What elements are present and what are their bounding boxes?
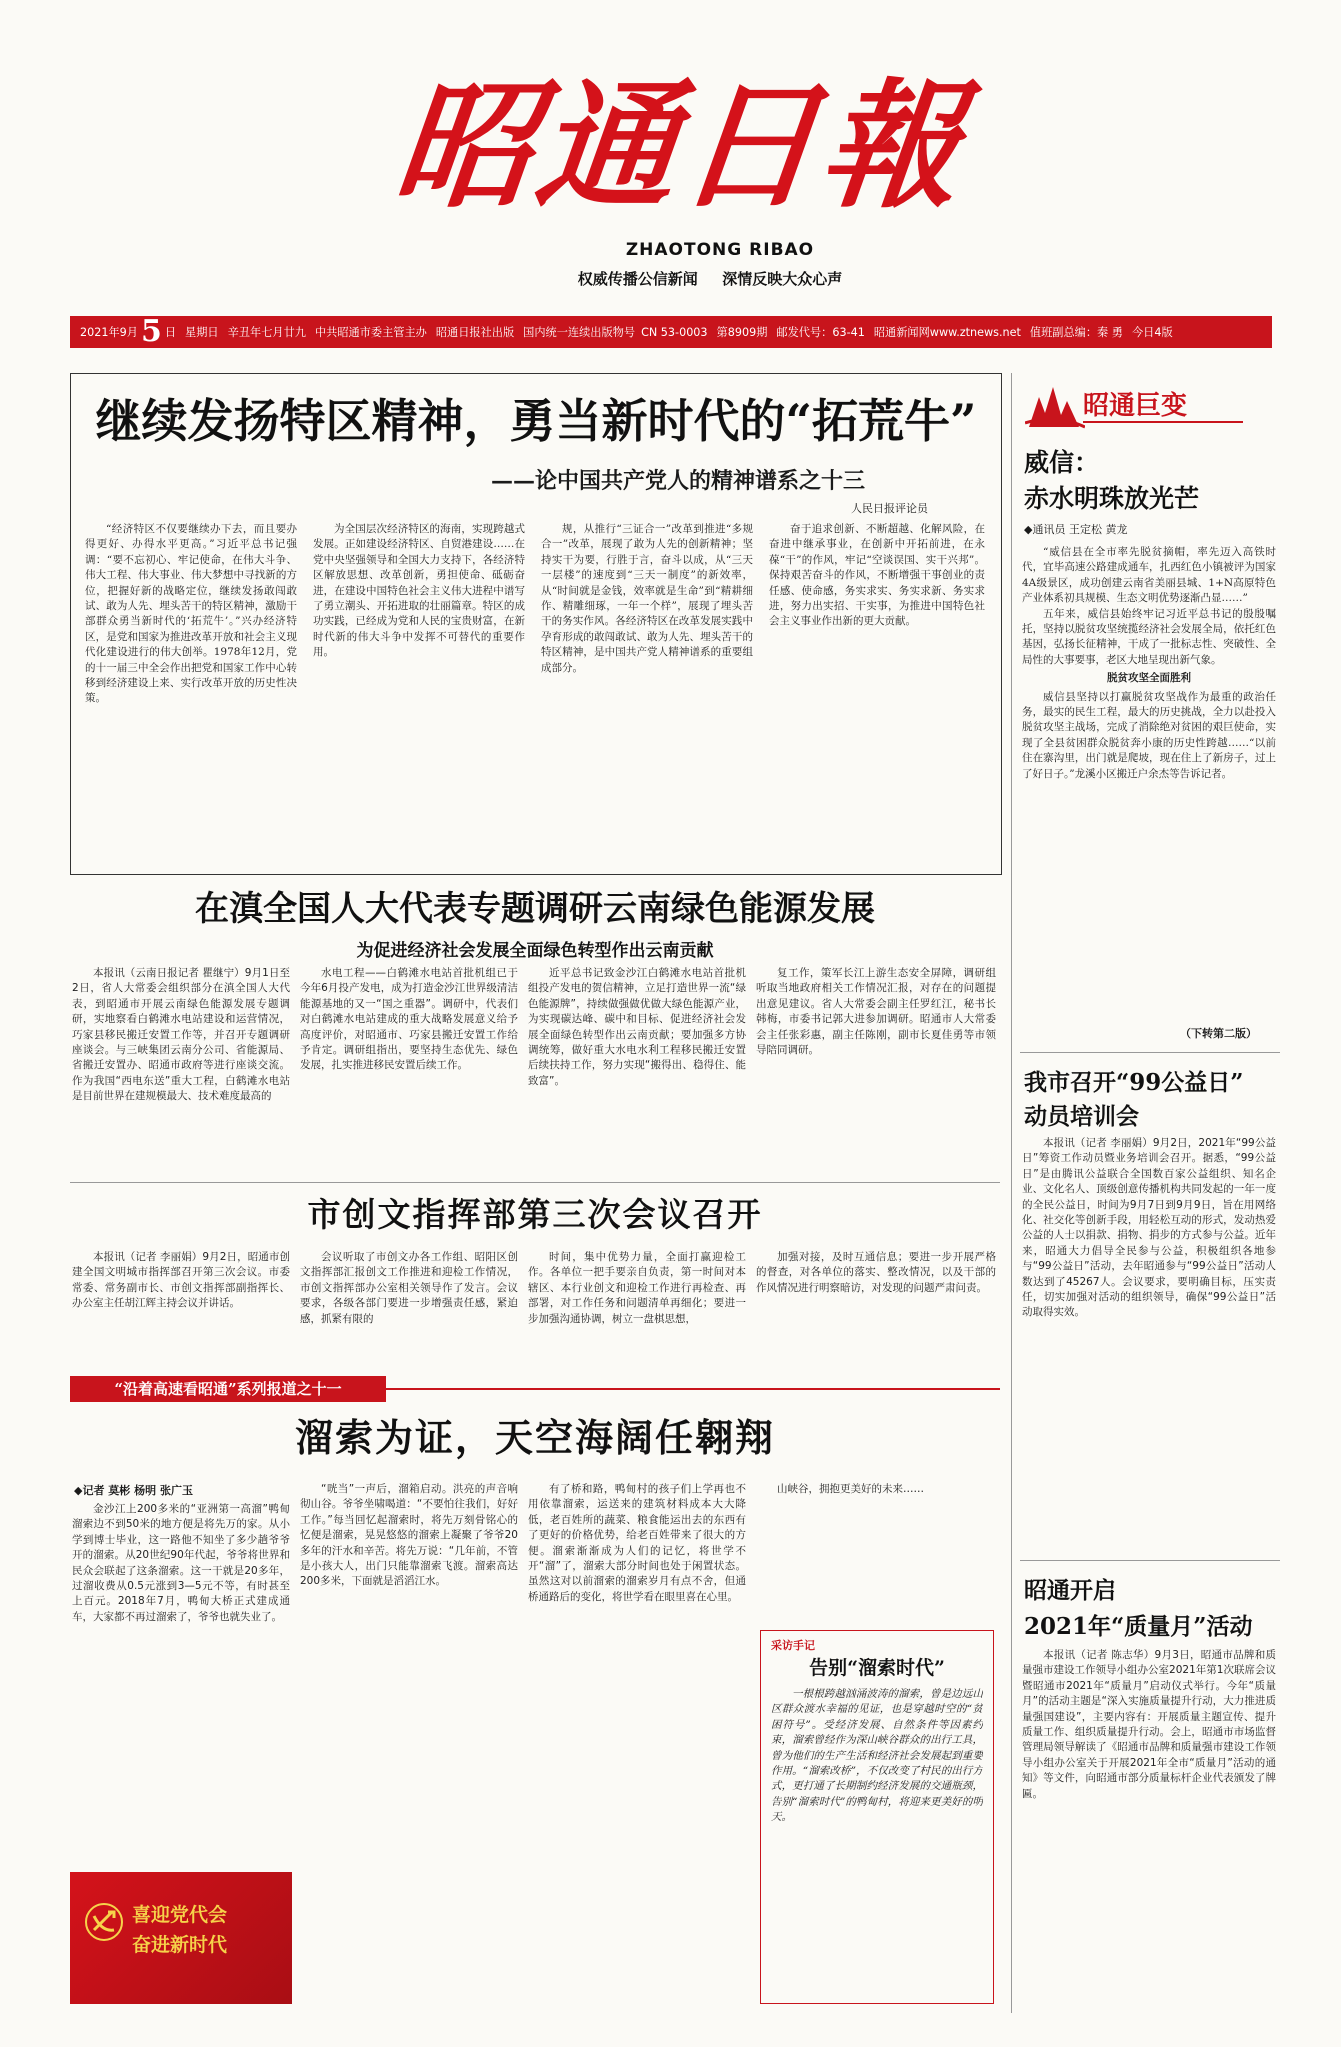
npc-title: 在滇全国人大代表专题调研云南绿色能源发展 <box>195 889 875 929</box>
npc-col-3: 近平总书记致金沙江白鹤滩水电站首批机组投产发电的贺信精神，立足打造世界一流“绿色能源牌”，持续做强做优做大绿色能源产业，为实现碳达峰、碳中和目标、促进经济社会发展全面绿色转型作出云南贡献；要加强多方协调统筹，做好重大水电水利工程移民搬迁安置后续扶持工作，努力实现“搬得出、稳得住、能致富”。 <box>528 967 746 1087</box>
dateline-issue: 第8909期 <box>716 326 768 339</box>
masthead-logo: 昭通日報 <box>387 64 973 227</box>
sidebar3-title-2: 2021年“质量月”活动 <box>1024 1613 1253 1640</box>
dateline-day-suffix: 日 <box>164 326 177 339</box>
dateline-publisher: 昭通日报社出版 <box>435 326 515 339</box>
series-col-3: 有了桥和路，鸭甸村的孩子们上学再也不用依靠溜索，运送来的建筑材料成本大大降低，老百姓所的蔬菜、粮食能运出去的东西有了更好的价格优势，给老百姓带来了很大的方便。溜索渐渐成为人们的记忆，将世学不开“溜”了，溜索大部分时间也处于闲置状态。虽然这对以前溜索的溜索岁月有点不舍，但通桥通路后的变化，将世学看在眼里喜在心里。 <box>528 1483 746 1603</box>
party-congress-ad <box>70 1872 292 2004</box>
lead-col-4: 奋于追求创新、不断超越、化解风险，在奋进中继承事业，在创新中开拓前进，在永葆“干”的作风，牢记“空谈误国、实干兴邦”。保持艰苦奋斗的作风，不断增强干事创业的责任感、使命感，务实求实、务实求新、务实求进，努力出实招、干实事，为推进中国特色社会主义事业作出新的更大贡献。 <box>769 523 985 628</box>
lead-byline: 人民日报评论员 <box>851 502 928 515</box>
sidebar1-subhead: 脱贫攻坚全面胜利 <box>1107 672 1191 685</box>
dateline-website: 昭通新闻网www.ztnews.net <box>873 326 1021 339</box>
sidebar1-title-1: 威信： <box>1024 448 1100 477</box>
sidebar-weixin <box>1020 373 1280 1043</box>
chuangwen-col-3: 时间，集中优势力量，全面打赢迎检工作。各单位一把手要亲自负责，第一时间对本辖区、本行业创文和迎检工作进行再检查、再部署，对工作任务和问题清单再细化；要进一步加强沟通协调，树立一盘棋思想， <box>528 1251 746 1325</box>
dateline-weekday: 星期日 <box>185 326 219 339</box>
chuangwen-col-4: 加强对接，及时互通信息；要进一步开展严格的督查，对各单位的落实、整改情况，以及干部的作风情况进行明察暗访，对发现的问题严肃问责。 <box>756 1251 996 1294</box>
column-tag-label: 昭通巨变 <box>1083 391 1188 421</box>
dateline-cn-number: 国内统一连续出版物号 <box>523 326 636 339</box>
party-emblem-icon <box>84 1902 124 1942</box>
npc-col-4: 复工作，策军长江上游生态安全屏障，调研组听取当地政府相关工作情况汇报，对存在的问题提出意见建议。省人大常委会副主任罗红江，秘书长韩梅，市委书记郭大进参加调研。昭通市人大常委会主任张彩惠，副主任陈刚，副市长夏佳勇等市领导陪同调研。 <box>756 967 996 1057</box>
dateline-postal: 邮发代号：63-41 <box>776 326 865 339</box>
interview-note <box>760 1630 994 2004</box>
dateline-cn-code: CN 53-0003 <box>641 325 708 339</box>
column-divider <box>1011 373 1012 2013</box>
sidebar3-title-1: 昭通开启 <box>1024 1577 1116 1604</box>
sidebar2-title-1: 我市召开“99公益日” <box>1024 1069 1244 1096</box>
column-tag <box>1025 383 1265 429</box>
sidebar-rule-1 <box>1020 1052 1280 1053</box>
lead-col-3: 规，从推行“三证合一”改革到推进“多规合一”改革，展现了敢为人先的创新精神；坚持实干为要，行胜于言，奋斗以成，从“三天一层楼”的速度到“三天一制度”的新效率，从“时间就是金钱，效率就是生命”到“精耕细作、精雕细琢，一年一个样”，展现了埋头苦干的务实作风。各经济特区在改革发展实践中孕育形成的敢闯敢试、敢为人先、埋头苦干的特区精神，是中国共产党人精神谱系的重要组成部分。 <box>541 523 753 674</box>
sidebar1-turn: （下转第二版） <box>1180 1027 1257 1040</box>
lead-title: 继续发扬特区精神，勇当新时代的“拓荒牛” <box>95 394 977 448</box>
sidebar3-body: 本报讯（记者 陈志华）9月3日，昭通市品牌和质量强市建设工作领导小组办公室2021年第1次联席会议暨昭通市2021年“质量月”启动仪式举行。今年“质量月”的活动主题是“深入实施质量提升行动，大力推进质量强国建设”，主要内容有：开展质量主题宣传、提升质量工作、组织质量提升行动。会上，昭通市市场监督管理局领导解读了《昭通市品牌和质量强市建设工作领导小组办公室关于开展2021年全市“质量月”活动的通知》等文件，向昭通市部分质量标杆企业代表颁发了牌匾。 <box>1022 1649 1276 1800</box>
slogan-1: 权威传播公信新闻 <box>577 270 698 288</box>
dateline-year-month: 2021年9月 <box>80 326 138 339</box>
chuangwen-title: 市创文指挥部第三次会议召开 <box>307 1195 763 1234</box>
npc-col-2: 水电工程——白鹤滩水电站首批机组已于今年6月投产发电，成为打造金沙江世界级清洁能源基地的又一“国之重器”。调研中，代表们对白鹤滩水电站建成的重大战略发展意义给予高度评价，对昭通市、巧家县搬迁安置工作给予肯定。调研组指出，要坚持生态优先、绿色发展，扎实推进移民安置后续工作。 <box>300 967 518 1072</box>
slogan-2: 深情反映大众心声 <box>722 270 843 288</box>
series-col-2: “咣当”一声后，溜箱启动。洪亮的声音响彻山谷。爷爷坐啸喝道：“不要怕往我们，好好工作。”每当回忆起溜索时，将先万刻骨铭心的忆便是溜索，晃晃悠悠的溜索上凝聚了爷爷20多年的汗水和辛苦。将先万说：“几年前，不管是小孩大人，出门只能靠溜索飞渡。溜索高达200多米，下面就是滔滔江水。 <box>300 1483 518 1588</box>
series-title: 溜索为证，天空海阔任翱翔 <box>294 1415 775 1460</box>
sidebar-quality-month <box>1020 1568 1280 2008</box>
series-banner <box>70 1376 386 1402</box>
series-byline: ◆记者 莫彬 杨明 张广玉 <box>74 1484 193 1497</box>
column-tag-underline <box>1083 421 1243 423</box>
section-rule-1 <box>70 1182 1000 1183</box>
sidebar2-body: 本报讯（记者 李丽娟）9月2日，2021年“99公益日”筹资工作动员暨业务培训会召开。据悉，“99公益日”是由腾讯公益联合全国数百家公益组织、知名企业、文化名人、顶级创意传播机构共同发起的一年一度的全民公益日，时间为9月7日到9月9日，旨在用网络化、社交化等创新手段，用轻松互动的形式，发动热爱公益的人士以捐款、捐物、捐步的方式参与公益。近年来，昭通大力倡导全民参与公益，积极组织各地参与“99公益日”活动，去年昭通参与“99公益日”活动人数达到了45267人。会议要求，要明确目标，压实责任，切实加强对活动的组织领导，确保“99公益日”活动取得实效。 <box>1022 1137 1276 1319</box>
series-banner-label: “沿着高速看昭通”系列报道之十一 <box>114 1380 342 1398</box>
dateline-bar <box>70 316 1272 348</box>
chuangwen-col-2: 会议听取了市创文办各工作组、昭阳区创文指挥部汇报创文工作推进和迎检工作情况，市创文指挥部办公室相关领导作了发言。会议要求，各级各部门要进一步增强责任感，紧迫感，抓紧有限的 <box>300 1251 518 1325</box>
masthead-pinyin: ZHAOTONG RIBAO <box>625 240 815 260</box>
npc-subtitle: 为促进经济社会发展全面绿色转型作出云南贡献 <box>356 941 714 961</box>
chuangwen-col-1: 本报讯（记者 李丽娟）9月2日，昭通市创建全国文明城市指挥部召开第三次会议。市委常委、常务副市长、市创文指挥部副指挥长、办公室主任胡江辉主持会议并讲话。 <box>72 1251 290 1310</box>
npc-col-1: 本报讯（云南日报记者 瞿继宁）9月1日至2日，省人大常委会组织部分在滇全国人大代表，到昭通市开展云南绿色能源发展专题调研，实地察看白鹤滩水电站建设和运营情况，巧家县移民搬迁安置工作等，并召开专题调研座谈会。与三峡集团云南分公司、省能源局、省搬迁安置办、昭通市政府等进行座谈交流。作为我国“西电东送”重大工程，白鹤滩水电站是目前世界在建规模最大、技术难度最高的 <box>72 967 290 1103</box>
masthead <box>0 0 1341 360</box>
sidebar-rule-2 <box>1020 1560 1280 1561</box>
ad-line-1: 喜迎党代会 <box>132 1904 228 1926</box>
sidebar-99-charity <box>1020 1060 1280 1560</box>
dateline-day: 5 <box>140 316 162 348</box>
sidebar1-title-2: 赤水明珠放光芒 <box>1024 484 1200 513</box>
sidebar1-body: “威信县在全市率先脱贫摘帽，率先迈入高铁时代，宜毕高速公路建成通车，扎西红色小镇被评为国家4A级景区，成功创建云南省美丽县城、1+N高原特色产业体系初具规模、生态文明优势逐渐凸显……” 五年来，威信县始终牢记习近平总书记的殷殷嘱托，坚持以脱贫攻坚统揽经济社会发展全局，依托红色基因，弘扬长征精神，干成了一批标志性、突破性、全局性的大事要事，老区大地呈现出新气象。 脱贫攻坚全面胜利 威信县坚持以打赢脱贫攻坚战作为最重的政治任务，最实的民生工程，最大的历史挑战，全力以赴投入脱贫攻坚主战场，完成了消除绝对贫困的艰巨使命，实现了全县贫困群众脱贫奔小康的历史性跨越……“以前住在寨沟里，出门就是爬坡，现在住上了新房子，过上了好日子。”龙溪小区搬迁户余杰等告诉记者。 <box>1022 546 1276 780</box>
ad-line-2: 奋进新时代 <box>132 1934 228 1956</box>
sidebar2-title-2: 动员培训会 <box>1024 1103 1139 1130</box>
masthead-slogan <box>480 268 940 289</box>
dateline-editor: 值班副总编：秦 勇 <box>1029 326 1123 339</box>
lead-col-1: “经济特区不仅要继续办下去，而且要办得更好、办得水平更高。”习近平总书记强调：“要不忘初心、牢记使命，在伟大斗争、伟大工程、伟大事业、伟大梦想中寻找新的方位，把握好新的战略定位，继续发扬敢闯敢试、敢为人先、埋头苦干的特区精神，激励干部群众勇当新时代的‘拓荒牛’。”兴办经济特区，是党和国家为推进改革开放和社会主义现代化建设进行的伟大创举。1978年12月，党的十一届三中全会作出把党和国家工作中心转移到经济建设上来、实行改革开放的历史性决策。 <box>85 523 297 705</box>
interview-note-tag: 采访手记 <box>771 1639 815 1652</box>
series-col-4: 山峡谷，拥抱更美好的未来…… <box>777 1483 924 1495</box>
sidebar1-byline: ◆通讯员 王定松 黄龙 <box>1024 523 1128 536</box>
column-tag-icon <box>1025 383 1085 429</box>
interview-note-body: 一根根跨越汹涌波涛的溜索，曾是边远山区群众渡水幸福的见证，也是穿越时空的“贫困符号”。受经济发展、自然条件等因素约束，溜索曾经作为深山峡谷群众的出行工具，曾为他们的生产生活和经济社会发展起到重要作用。“溜索改桥”，不仅改变了村民的出行方式，更打通了长期制约经济发展的交通瓶颈，告别“溜索时代”的鸭甸村，将迎来更美好的明天。 <box>771 1688 983 1824</box>
interview-note-title: 告别“溜索时代” <box>809 1657 945 1679</box>
lead-col-2: 为全国层次经济特区的海南，实现跨越式发展。正如建设经济特区、自贸港建设……在党中央坚强领导和全国大力支持下，各经济特区解放思想、改革创新，勇担使命、砥砺奋进，在建设中国特色社会主义伟大进程中谱写了勇立潮头、开拓进取的壮丽篇章。特区的成功实践，已经成为党和人民的宝贵财富，在新时代新的伟大斗争中发挥不可替代的重要作用。 <box>313 523 525 659</box>
dateline-sponsor: 中共昭通市委主管主办 <box>314 326 427 339</box>
lead-subtitle: ——论中国共产党人的精神谱系之十三 <box>491 468 866 494</box>
series-col-1: 金沙江上200多米的“亚洲第一高溜”鸭甸溜索边不到50米的地方便是将先万的家。从小学到博士毕业，这一路他不知坐了多少趟爷爷开的溜索。从20世纪90年代起，爷爷将世界和民众会联起了这条溜索。这一干就是20多年，过溜收费从0.5元涨到3—5元不等，有时甚至上百元。2018年7月，鸭甸大桥正式建成通车，大家都不再过溜索了，爷爷也就失业了。 <box>72 1503 290 1623</box>
dateline-pages: 今日4版 <box>1131 326 1173 339</box>
dateline-lunar: 辛丑年七月廿九 <box>227 326 306 339</box>
lead-article <box>70 373 1002 875</box>
